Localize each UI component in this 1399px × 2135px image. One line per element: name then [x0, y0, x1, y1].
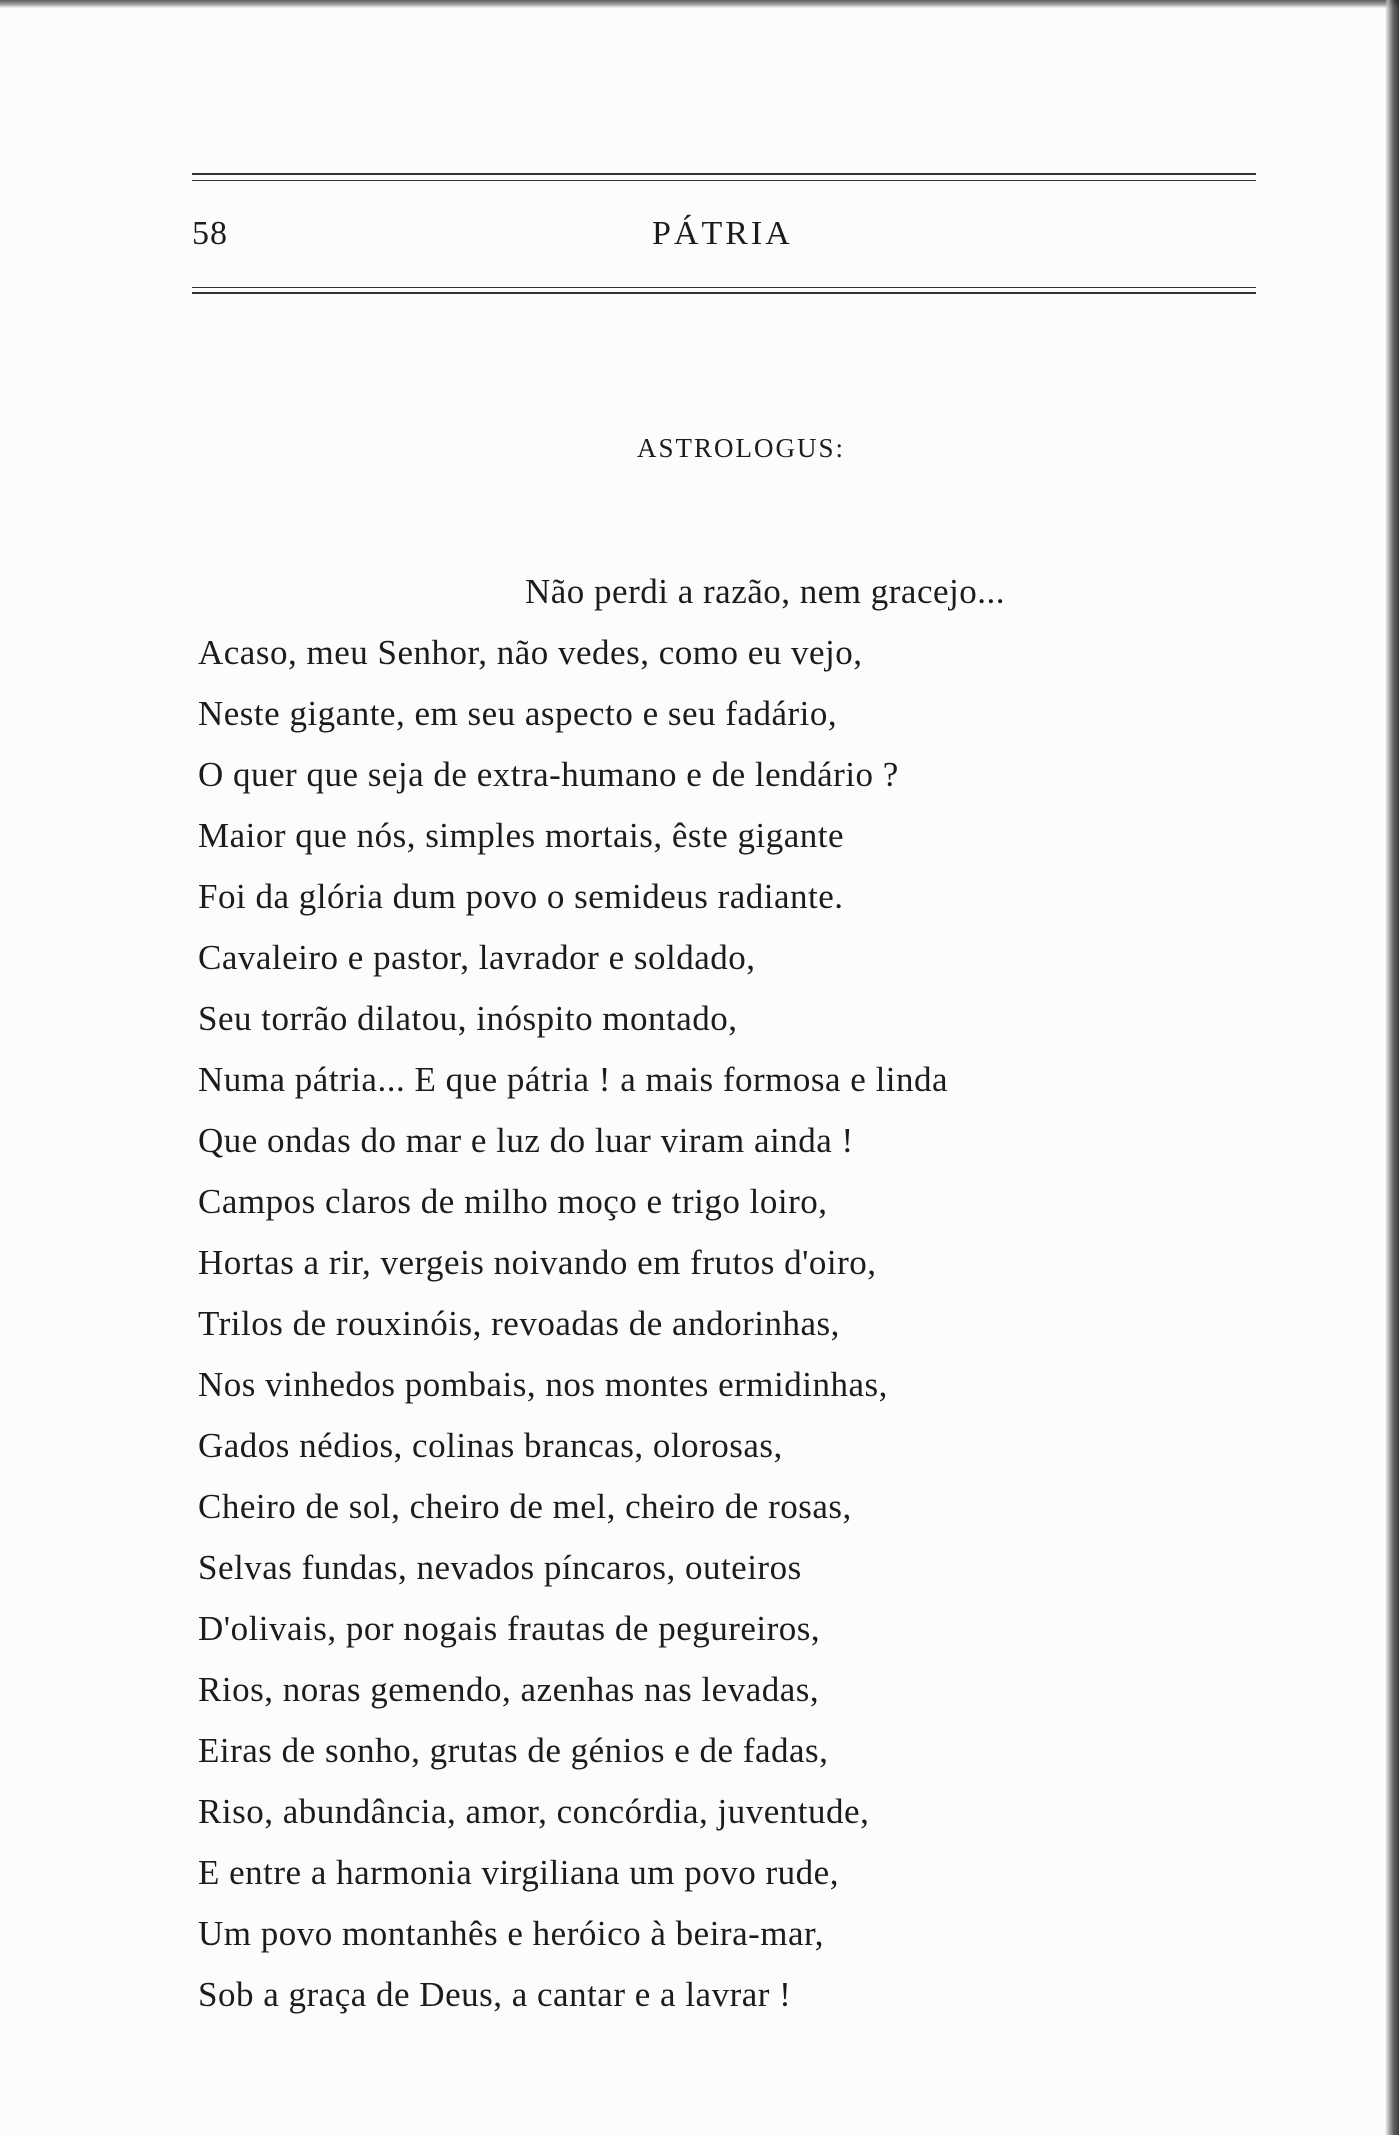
verse-line: D'olivais, por nogais frautas de pegureiros,: [198, 1609, 821, 1648]
verse-line: Numa pátria... E que pátria ! a mais formosa e linda: [198, 1060, 949, 1099]
verse-line: Campos claros de milho moço e trigo loiro,: [198, 1182, 828, 1221]
verse-line: Maior que nós, simples mortais, êste gigante: [198, 816, 845, 855]
verse-line: Gados nédios, colinas brancas, olorosas,: [198, 1426, 783, 1465]
header-rule-bottom-thin: [192, 287, 1256, 288]
verse-line: Selvas fundas, nevados píncaros, outeiros: [198, 1548, 802, 1587]
page-number: 58: [192, 215, 228, 252]
verse-line: Cavaleiro e pastor, lavrador e soldado,: [198, 938, 756, 977]
header-rule-top: [192, 173, 1256, 175]
verse-line: Seu torrão dilatou, inóspito montado,: [198, 999, 738, 1038]
page-binding-shadow: [1385, 0, 1399, 2135]
verse-line: O quer que seja de extra-humano e de lendário ?: [198, 755, 899, 794]
verse-line: Rios, noras gemendo, azenhas nas levadas,: [198, 1670, 820, 1709]
verse-line: Eiras de sonho, grutas de génios e de fadas,: [198, 1731, 829, 1770]
header-rule-bottom: [192, 292, 1256, 294]
verse-line: Acaso, meu Senhor, não vedes, como eu vejo,: [198, 633, 863, 672]
verse-line: Que ondas do mar e luz do luar viram ainda !: [198, 1121, 854, 1160]
verse-line: Sob a graça de Deus, a cantar e a lavrar !: [198, 1975, 792, 2014]
verse-line: Um povo montanhês e heróico à beira-mar,: [198, 1914, 825, 1953]
verse-line: Riso, abundância, amor, concórdia, juventude,: [198, 1792, 870, 1831]
header-rule-top-thin: [192, 180, 1256, 181]
verse-line: Hortas a rir, vergeis noivando em frutos d'oiro,: [198, 1243, 877, 1282]
verse-line: Cheiro de sol, cheiro de mel, cheiro de rosas,: [198, 1487, 852, 1526]
running-title: PÁTRIA: [652, 215, 793, 252]
verse-line: Não perdi a razão, nem gracejo...: [525, 572, 1006, 611]
page-top-shadow: [0, 0, 1399, 8]
verse-line: Neste gigante, em seu aspecto e seu fadário,: [198, 694, 838, 733]
verse-line: E entre a harmonia virgiliana um povo rude,: [198, 1853, 839, 1892]
verse-line: Nos vinhedos pombais, nos montes ermidinhas,: [198, 1365, 888, 1404]
verse-line: Foi da glória dum povo o semideus radiante.: [198, 877, 844, 916]
verse-line: Trilos de rouxinóis, revoadas de andorinhas,: [198, 1304, 840, 1343]
speaker-name: ASTROLOGUS:: [637, 433, 846, 463]
